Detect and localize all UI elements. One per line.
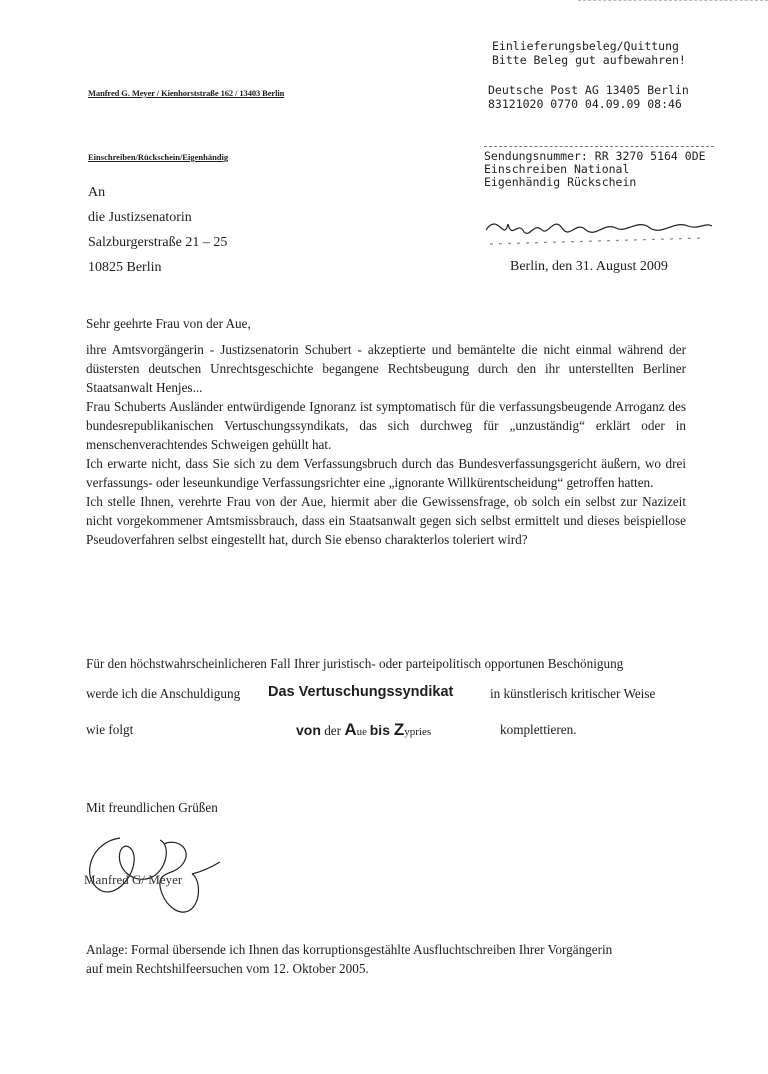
recipient-line-4: 10825 Berlin	[88, 260, 162, 275]
recipient-line-1: An	[88, 185, 106, 200]
receipt-divider	[484, 146, 714, 148]
receipt-line-3: Deutsche Post AG 13405 Berlin	[488, 83, 689, 97]
closing-line-2a: werde ich die Anschuldigung	[86, 686, 241, 701]
receipt-line-2: Bitte Beleg gut aufbewahren!	[492, 53, 686, 67]
recipient-line-2: die Justizsenatorin	[88, 210, 192, 225]
artwork-title-Z: Z	[393, 720, 405, 739]
closing-line-3c: komplettieren.	[500, 722, 577, 737]
artwork-title-A: A	[344, 720, 357, 739]
recipient-line-3: Salzburgerstraße 21 – 25	[88, 235, 228, 250]
annex-line-1: Anlage: Formal übersende ich Ihnen das korruptionsgestählte Ausfluchtschreiben Ihrer Vorgängerin	[86, 942, 613, 957]
signature-name: Manfred G/ Meyer	[84, 872, 183, 887]
accusation-title: Das Vertuschungssyndikat	[268, 684, 454, 700]
paragraph-2: Frau Schuberts Ausländer entwürdigende Ignoranz ist symptomatisch für die verfassungsbeugende Arroganz des bundesrepublikanischen Vertuschungssyndikats, das sich durchweg für „unzuständig“ erklärt oder in menschenverachtendes Schweigen gehüllt hat.	[86, 399, 686, 452]
sender-line: Manfred G. Meyer / Kienhorststraße 162 / 13403 Berlin	[88, 88, 285, 98]
receipt-line-1: Einlieferungsbeleg/Quittung	[492, 39, 679, 53]
paragraph-4: Ich stelle Ihnen, verehrte Frau von der Aue, hiermit aber die Gewissensfrage, ob solch ein selbst zur Nazizeit nicht vorgekommener Amtsmissbrauch, dass ein Staatsanwalt gegen sich selbst ermittelt und dieses beispiellose Pseudoverfahren selbst eingestellt hat, durch Sie ebenso charakterlos toleriert wird?	[86, 494, 686, 547]
artwork-title-der: der	[320, 723, 345, 738]
letter-body	[86, 340, 686, 549]
closing-line-3a: wie folgt	[86, 722, 134, 737]
artwork-title-bis: bis	[369, 722, 394, 738]
scan-edge	[578, 0, 768, 9]
artwork-title	[296, 720, 431, 740]
salutation: Sehr geehrte Frau von der Aue,	[86, 316, 251, 331]
greeting: Mit freundlichen Grüßen	[86, 800, 218, 815]
artwork-title-von: von	[296, 722, 321, 738]
letter-date: Berlin, den 31. August 2009	[510, 259, 668, 274]
receipt-line-7: Eigenhändig Rückschein	[484, 175, 637, 189]
paragraph-1: ihre Amtsvorgängerin - Justizsenatorin Schubert - akzeptierte und bemäntelte die nicht einmal während der düstersten deutschen Unrechtsgeschichte begangene Rechtsbeugung durch den ihr unterstellten Berliner Staatsanwalt Henjes...	[86, 342, 686, 395]
paragraph-3: Ich erwarte nicht, dass Sie sich zu dem Verfassungsbruch durch das Bundesverfassungsgericht äußern, wo drei verfassungs- oder leseunkundige Verfassungsrichter eine „ignorante Willkürentscheidung“ getroffen hatten.	[86, 456, 686, 490]
receipt-line-5: Sendungsnummer: RR 3270 5164 0DE	[484, 149, 706, 163]
artwork-title-ypries: ypries	[404, 726, 432, 738]
closing-line-1: Für den höchstwahrscheinlicheren Fall Ihrer juristisch- oder parteipolitisch opportunen Beschönigung	[86, 656, 624, 671]
receipt-line-6: Einschreiben National	[484, 162, 630, 176]
mail-type-line: Einschreiben/Rückschein/Eigenhändig	[88, 152, 229, 162]
artwork-title-ue: ue	[356, 726, 370, 738]
annex-line-2: auf mein Rechtshilfeersuchen vom 12. Oktober 2005.	[86, 961, 369, 976]
receipt-signature-scribble	[478, 202, 718, 254]
closing-line-2c: in künstlerisch kritischer Weise	[490, 686, 656, 701]
receipt-line-4: 83121020 0770 04.09.09 08:46	[488, 97, 682, 111]
